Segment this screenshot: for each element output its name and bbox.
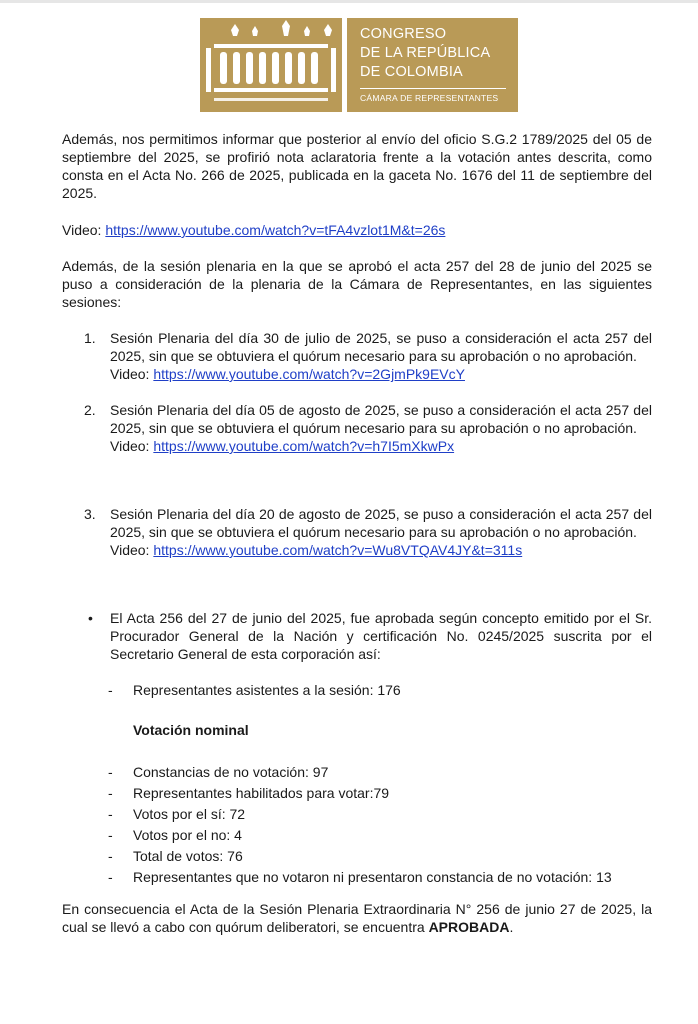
session-item-3 (110, 505, 652, 559)
session-item-1 (110, 329, 652, 383)
conclusion-end: . (509, 919, 514, 935)
vote-item: Votos por el no: 4 (133, 827, 242, 843)
session-video-line (110, 541, 652, 559)
video-label: Video: (62, 222, 102, 238)
session-video-line (110, 437, 652, 455)
dash-marker: - (108, 869, 113, 885)
conclusion-paragraph (62, 900, 652, 936)
vote-item: Votos por el sí: 72 (133, 806, 246, 822)
bullet-icon: • (88, 610, 93, 626)
video-label: Video: (110, 542, 150, 558)
logo-line-1: CONGRESO (360, 26, 447, 42)
congress-logo (200, 18, 518, 112)
list-number: 2. (84, 402, 96, 418)
dash-marker: - (108, 848, 113, 864)
vote-item: Constancias de no votación: 97 (133, 764, 329, 780)
video-link-4[interactable]: https://www.youtube.com/watch?v=Wu8VTQAV4JY&t=311s (153, 542, 523, 558)
vote-item: Total de votos: 76 (133, 848, 243, 864)
session-video-line (110, 365, 652, 383)
approved-emphasis: APROBADA (428, 919, 510, 935)
list-number: 1. (84, 330, 96, 346)
dash-marker: - (108, 806, 113, 822)
logo-wordmark (347, 18, 518, 112)
session-text: Sesión Plenaria del día 05 de agosto de 2025, se puso a consideración el acta 257 del 2025, sin que se obtuviera el quórum necesario para su aprobación o no aprobación. (110, 402, 652, 436)
logo-divider (360, 88, 506, 89)
logo-line-2: DE LA REPÚBLICA (360, 45, 491, 61)
paragraph-2: Además, de la sesión plenaria en la que se aprobó el acta 257 del 28 de junio del 2025 se puso a consideración de la plenaria de la Cámara de Representantes, en las siguientes sesiones: (62, 258, 652, 310)
paragraph-1: Además, nos permitimos informar que posterior al envío del oficio S.G.2 1789/2025 del 05 de septiembre del 2025, se profirió nota aclaratoria frente a la votación antes descrita, como consta en el Acta No. 266 de 2025, publicada en la gaceta No. 1676 del 11 de septiembre del 2025. (62, 131, 652, 201)
bullet-paragraph: El Acta 256 del 27 de junio del 2025, fue aprobada según concepto emitido por el Sr. Procurador General de la Nación y certificación No. 0245/2025 suscrita por el Secretario General de esta corporación así: (110, 610, 652, 662)
capitol-emblem-icon (200, 18, 342, 112)
video-label: Video: (110, 366, 150, 382)
list-number: 3. (84, 506, 96, 522)
conclusion-text: En consecuencia el Acta de la Sesión Plenaria Extraordinaria N° 256 de junio 27 de 2025, la cual se llevó a cabo con quórum deliberatori, se encuentra (62, 901, 652, 935)
dash-marker: - (108, 764, 113, 780)
dash-marker: - (108, 785, 113, 801)
video-link-2[interactable]: https://www.youtube.com/watch?v=2GjmPk9EVcY (153, 366, 465, 382)
video-line-1 (62, 221, 652, 239)
logo-line-4: CÁMARA DE REPRESENTANTES (360, 93, 499, 103)
dash-marker: - (108, 682, 113, 698)
session-text: Sesión Plenaria del día 30 de julio de 2025, se puso a consideración el acta 257 del 2025, sin que se obtuviera el quórum necesario para su aprobación o no aprobación. (110, 330, 652, 364)
logo-line-3: DE COLOMBIA (360, 64, 463, 80)
session-text: Sesión Plenaria del día 20 de agosto de 2025, se puso a consideración el acta 257 del 2025, sin que se obtuviera el quórum necesario para su aprobación o no aprobación. (110, 506, 652, 540)
attendance-item: Representantes asistentes a la sesión: 176 (133, 682, 401, 698)
dash-marker: - (108, 827, 113, 843)
session-item-2 (110, 401, 652, 455)
video-label: Video: (110, 438, 150, 454)
vote-item: Representantes que no votaron ni presentaron constancia de no votación: 13 (133, 869, 612, 885)
video-link-3[interactable]: https://www.youtube.com/watch?v=h7I5mXkwPx (153, 438, 455, 454)
top-border (0, 0, 698, 3)
video-link-1[interactable]: https://www.youtube.com/watch?v=tFA4vzlot1M&t=26s (105, 222, 446, 238)
vote-heading: Votación nominal (133, 722, 249, 738)
vote-item: Representantes habilitados para votar:79 (133, 785, 390, 801)
